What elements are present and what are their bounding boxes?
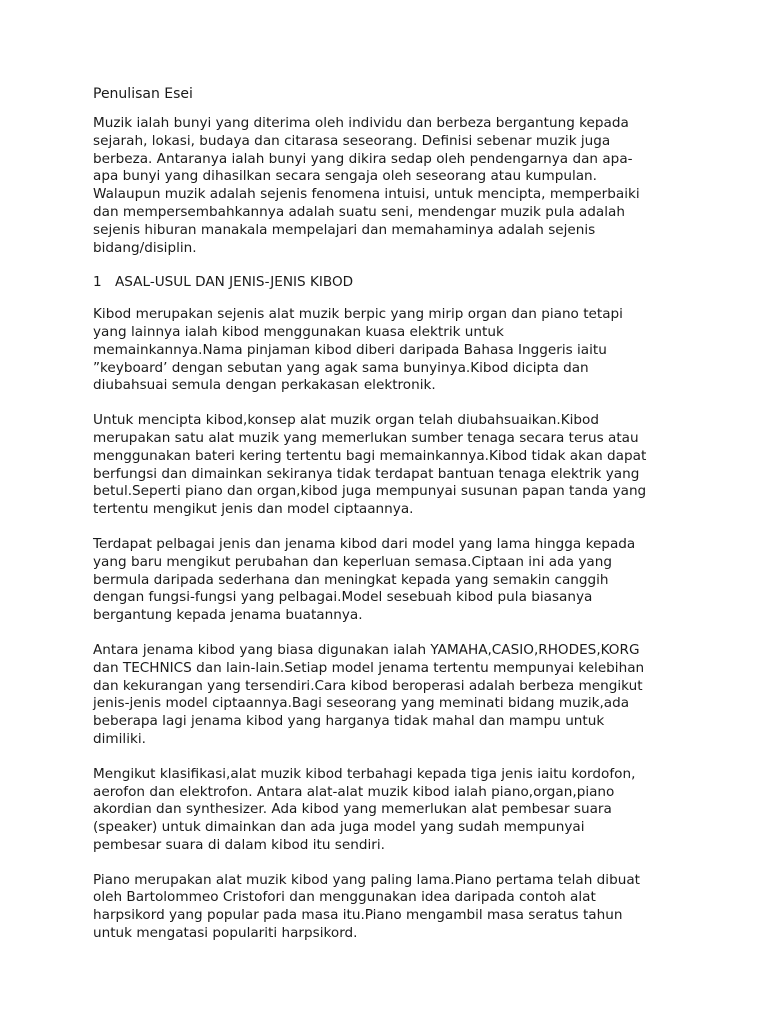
body-paragraph	[93, 536, 673, 625]
section-heading-text: ASAL-USUL DAN JENIS-JENIS KIBOD	[115, 274, 354, 291]
text-line: dan TECHNICS dan lain-lain.Setiap model jenama tertentu mempunyai kelebihan	[93, 659, 645, 676]
text-line: bidang/disiplin.	[93, 239, 197, 256]
text-line: aerofon dan elektrofon. Antara alat-alat muzik kibod ialah piano,organ,piano	[93, 783, 615, 800]
text-line: menggunakan bateri kering tertentu bagi memainkannya.Kibod tidak akan dapat	[93, 447, 647, 464]
text-line: Mengikut klasifikasi,alat muzik kibod terbahagi kepada tiga jenis iaitu kordofon,	[93, 765, 636, 782]
text-line: Untuk mencipta kibod,konsep alat muzik organ telah diubahsuaikan.Kibod	[93, 412, 599, 429]
text-line: dan kekurangan yang tersendiri.Cara kibod beroperasi adalah berbeza mengikut	[93, 677, 643, 694]
text-line: betul.Seperti piano dan organ,kibod juga mempunyai susunan papan tanda yang	[93, 483, 647, 500]
text-line: bermula daripada sederhana dan meningkat kepada yang semakin canggih	[93, 571, 609, 588]
text-line: tertentu mengikut jenis dan model ciptaannya.	[93, 501, 414, 518]
text-line: berfungsi dan dimainkan sekiranya tidak terdapat bantuan tenaga elektrik yang	[93, 465, 640, 482]
text-line: (speaker) untuk dimainkan dan ada juga model yang sudah mempunyai	[93, 819, 585, 836]
text-line: Piano merupakan alat muzik kibod yang paling lama.Piano pertama telah dibuat	[93, 871, 640, 888]
text-line: untuk mengatasi populariti harpsikord.	[93, 925, 358, 942]
text-line: yang lainnya ialah kibod menggunakan kuasa elektrik untuk	[93, 323, 504, 340]
intro-paragraph	[93, 115, 673, 257]
text-line: beberapa lagi jenama kibod yang harganya tidak mahal dan mampu untuk	[93, 713, 605, 730]
section-number: 1	[93, 274, 102, 291]
document-title: Penulisan Esei	[93, 86, 193, 102]
text-line: merupakan satu alat muzik yang memerlukan sumber tenaga secara terus atau	[93, 429, 639, 446]
body-paragraph	[93, 872, 673, 943]
text-line: dengan fungsi-fungsi yang pelbagai.Model sesebuah kibod pula biasanya	[93, 589, 593, 606]
text-line: harpsikord yang popular pada masa itu.Piano mengambil masa seratus tahun	[93, 907, 623, 924]
text-line: pembesar suara di dalam kibod itu sendiri.	[93, 836, 385, 853]
text-line: oleh Bartolommeo Cristofori dan menggunakan idea daripada contoh alat	[93, 889, 596, 906]
body-paragraph	[93, 766, 673, 855]
text-line: Kibod merupakan sejenis alat muzik berpic yang mirip organ dan piano tetapi	[93, 306, 623, 323]
text-line: jenis-jenis model ciptaannya.Bagi seseorang yang meminati bidang muzik,ada	[93, 695, 630, 712]
document-page	[93, 85, 673, 960]
text-line: sejenis hiburan manakala mempelajari dan memahaminya adalah sejenis	[93, 221, 596, 238]
text-line: Walaupun muzik adalah sejenis fenomena intuisi, untuk mencipta, memperbaiki	[93, 186, 640, 203]
section-heading	[93, 274, 673, 292]
body-paragraph	[93, 306, 673, 395]
body-paragraph	[93, 642, 673, 749]
text-line: berbeza. Antaranya ialah bunyi yang dikira sedap oleh pendengarnya dan apa-	[93, 150, 633, 167]
text-line: akordian dan synthesizer. Ada kibod yang memerlukan alat pembesar suara	[93, 801, 612, 818]
text-line: memainkannya.Nama pinjaman kibod diberi daripada Bahasa Inggeris iaitu	[93, 341, 607, 358]
text-line: apa bunyi yang dihasilkan secara sengaja oleh seseorang atau kumpulan.	[93, 168, 597, 185]
text-line: Antara jenama kibod yang biasa digunakan ialah YAMAHA,CASIO,RHODES,KORG	[93, 641, 640, 658]
text-line: dan mempersembahkannya adalah suatu seni, mendengar muzik pula adalah	[93, 203, 625, 220]
body-paragraph	[93, 412, 673, 519]
text-line: diubahsuai semula dengan perkakasan elektronik.	[93, 377, 436, 394]
text-line: bergantung kepada jenama buatannya.	[93, 607, 363, 624]
text-line: yang baru mengikut perubahan dan keperluan semasa.Ciptaan ini ada yang	[93, 553, 612, 570]
text-line: dimiliki.	[93, 730, 146, 747]
text-line: sejarah, lokasi, budaya dan citarasa seseorang. Definisi sebenar muzik juga	[93, 132, 611, 149]
text-line: ”keyboard’ dengan sebutan yang agak sama bunyinya.Kibod dicipta dan	[93, 359, 589, 376]
text-line: Muzik ialah bunyi yang diterima oleh individu dan berbeza bergantung kepada	[93, 115, 629, 131]
text-line: Terdapat pelbagai jenis dan jenama kibod dari model yang lama hingga kepada	[93, 535, 636, 552]
